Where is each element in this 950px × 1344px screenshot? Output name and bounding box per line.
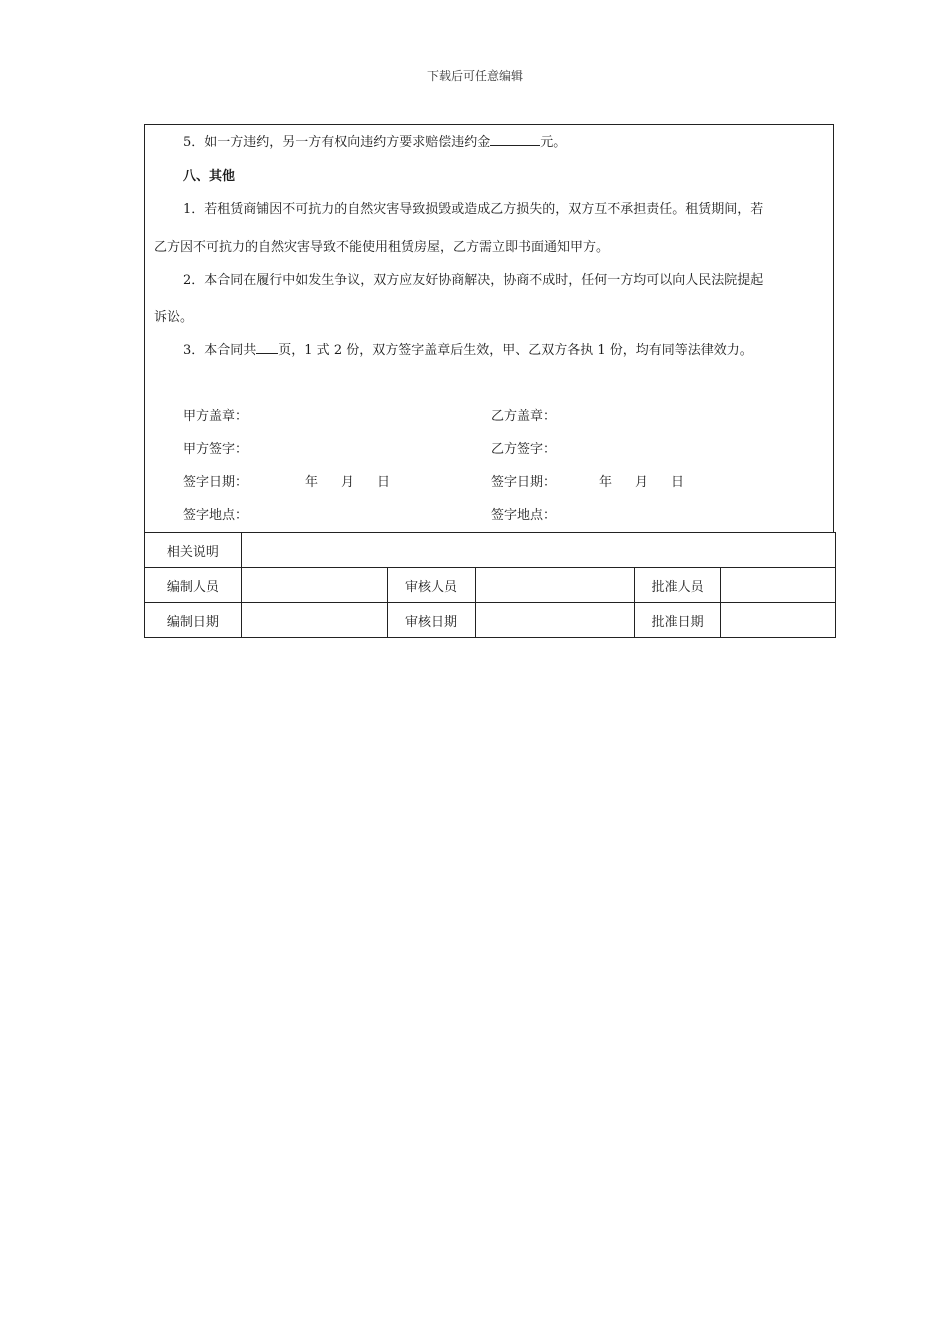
- party-a-seal-label: 甲方盖章：: [183, 409, 249, 424]
- party-b-sign-label: 乙方签字：: [491, 442, 557, 457]
- clause-5: [183, 131, 566, 150]
- penalty-amount-blank[interactable]: [490, 133, 540, 146]
- party-a-sign-label: 甲方签字：: [183, 442, 249, 457]
- party-b-year: 年: [599, 475, 613, 490]
- notes-row: [145, 533, 836, 568]
- page-count-blank[interactable]: [256, 341, 278, 354]
- clause-8-2-line2: 诉讼。: [154, 310, 194, 325]
- party-b-date-label: 签字日期：: [491, 475, 557, 490]
- notes-label: 相关说明: [145, 533, 242, 568]
- party-a-year: 年: [305, 475, 319, 490]
- compile-date-cell[interactable]: [241, 603, 387, 638]
- approve-date-label: 批准日期: [635, 603, 721, 638]
- compiler-cell[interactable]: [241, 568, 387, 603]
- clause-8-3-text: 3．本合同共: [183, 343, 257, 358]
- reviewer-label: 审核人员: [387, 568, 475, 603]
- clause-8-3-suffix: 页，1 式 2 份，双方签字盖章后生效，甲、乙双方各执 1 份，均有同等法律效力。: [278, 343, 753, 358]
- party-a-month: 月: [341, 475, 355, 490]
- party-b-day: 日: [671, 475, 685, 490]
- clause-5-text: 5．如一方违约，另一方有权向违约方要求赔偿违约金: [183, 135, 491, 150]
- review-date-cell[interactable]: [475, 603, 635, 638]
- notes-cell[interactable]: [241, 533, 835, 568]
- clause-8-1-line2: 乙方因不可抗力的自然灾害导致不能使用租赁房屋，乙方需立即书面通知甲方。: [154, 240, 610, 255]
- clause-8-1-line1: 1．若租赁商铺因不可抗力的自然灾害导致损毁或造成乙方损失的，双方互不承担责任。租赁期间，若: [183, 202, 764, 217]
- approve-date-cell[interactable]: [721, 603, 836, 638]
- party-a-day: 日: [377, 475, 391, 490]
- approver-label: 批准人员: [635, 568, 721, 603]
- personnel-row: [145, 568, 836, 603]
- compiler-label: 编制人员: [145, 568, 242, 603]
- reviewer-cell[interactable]: [475, 568, 635, 603]
- party-b-seal-label: 乙方盖章：: [491, 409, 557, 424]
- clause-5-suffix: 元。: [540, 135, 567, 150]
- header-note: 下载后可任意编辑: [426, 69, 523, 83]
- approver-cell[interactable]: [721, 568, 836, 603]
- dates-row: [145, 603, 836, 638]
- compile-date-label: 编制日期: [145, 603, 242, 638]
- contract-body: [144, 124, 834, 532]
- party-b-place-label: 签字地点：: [491, 508, 557, 523]
- clause-8-2-line1: 2．本合同在履行中如发生争议，双方应友好协商解决，协商不成时，任何一方均可以向人民法院提起: [183, 273, 764, 288]
- review-date-label: 审核日期: [387, 603, 475, 638]
- section-title: 八、其他: [183, 169, 236, 184]
- approval-table: [144, 532, 836, 638]
- party-b-month: 月: [635, 475, 649, 490]
- clause-8-3: [183, 339, 753, 358]
- party-a-date-label: 签字日期：: [183, 475, 249, 490]
- party-a-place-label: 签字地点：: [183, 508, 249, 523]
